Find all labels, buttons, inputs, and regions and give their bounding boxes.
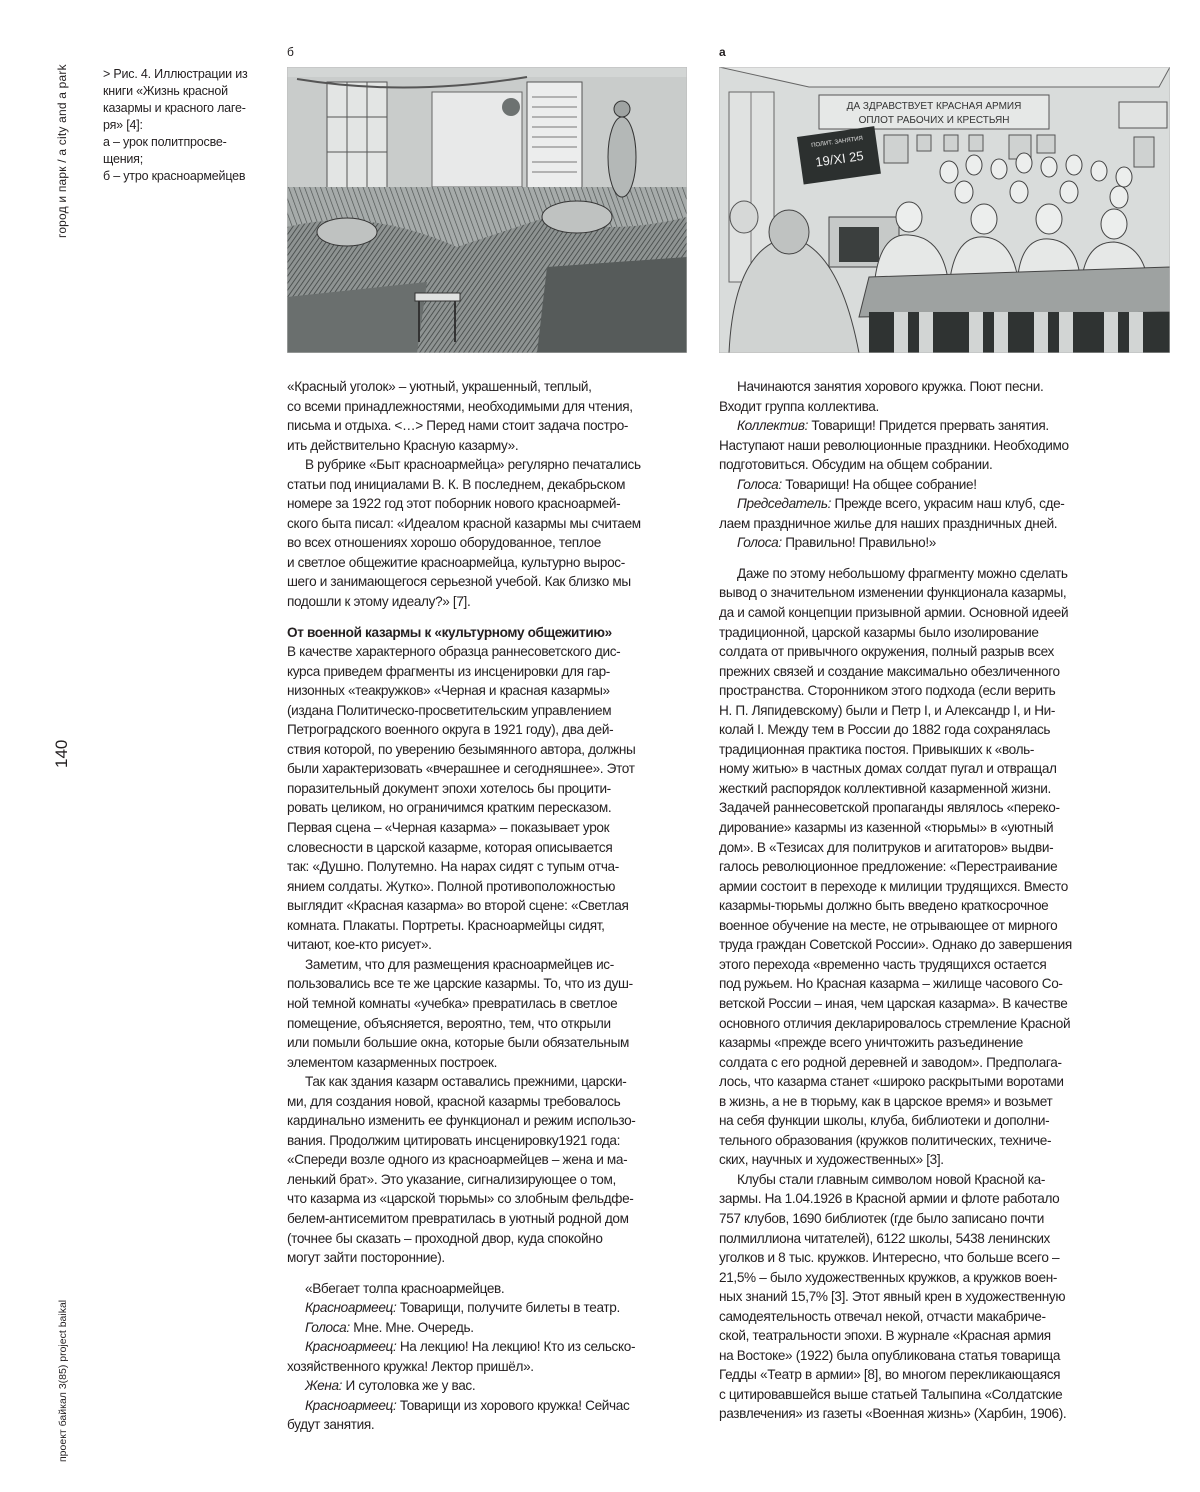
text-line: Даже по этому небольшому фрагменту можно сделать [737,565,1068,581]
section-heading: От военной казармы к «культурному общежитию» [287,624,612,640]
text-line: белем-антисемитом превратилась в уютный родной дом [287,1210,629,1226]
text-line: развлечения» из газеты «Военная жизнь» (Харбин, 1906). [719,1406,1067,1422]
article-right-column [719,377,1139,1424]
text-line: пространства. Сторонником этого подхода (если верить [719,683,1056,699]
text-line: Заметим, что для размещения красноармейцев ис- [305,956,614,972]
text-line: вания. Продолжим цитировать инсценировку1921 года: [287,1132,621,1148]
text-line: военное обучение на месте, не отрывающее от мирного [719,917,1058,933]
caption-line: б – утро красноармейцев [103,169,246,183]
page-number: 140 [52,739,71,768]
text-line [719,533,1139,553]
text-line: ровать целиком, но ограничимся кратким пересказом. [287,800,612,816]
text-line: подготовиться. Обсудим на общем собрании. [719,457,993,473]
speaker-line: Товарищи, получите билеты в театр. [396,1300,620,1316]
board-date: 19/XI 25 [814,148,865,170]
text-line: вывод о значительном изменении функционала казармы, [719,585,1067,601]
text-line: традиционная практика постоя. Привыкших к «воль- [719,741,1035,757]
speaker-line: Товарищи! Придется прервать занятия. [808,418,1049,434]
text-line: Начинаются занятия хорового кружка. Поют песни. [737,379,1044,394]
banner-line-1: ДА ЗДРАВСТВУЕТ КРАСНАЯ АРМИЯ [846,101,1022,112]
speaker-name: Жена: [305,1378,343,1394]
text-line: тельного образования (кружков политических, техниче- [719,1132,1052,1148]
speaker-line: Правильно! Правильно!» [781,535,937,551]
text-line: галось революционное предложение: «Перестраивание [719,859,1058,875]
text-line: или помыли большие окна, которые были обязательным [287,1035,630,1051]
text-line: дирование» казармы из казенной «тюрьмы» в «уютный [719,820,1054,836]
text-line: казармы «прежде всего уничтожить разъединение [719,1035,1023,1051]
text-line: пользовались все те же царские казармы. То, что из душ- [287,976,633,992]
text-line: что казарма из «царской тюрьмы» со злобным фельдфе- [287,1191,634,1207]
figure-b-label: б [287,45,294,59]
text-line: читают, кое-кто рисует». [287,937,432,953]
speaker-name: Коллектив: [737,418,808,434]
text-line: на себя функции школы, клуба, библиотеки и дополни- [719,1113,1050,1129]
text-line: хозяйственного кружка! Лектор пришёл». [287,1358,534,1374]
text-line: «Вбегает толпа красноармейцев. [305,1280,505,1296]
text-line: дом». В «Тезисах для политруков и агитаторов» выдви- [719,839,1054,855]
paragraph-gap [287,1268,707,1279]
figure-a-label: а [719,45,726,59]
text-line: «Спереди возле одного из красноармейцев – жена и ма- [287,1152,628,1168]
text-line: основного отличия декларировалось стремление Красной [719,1015,1071,1031]
text-line: в жизнь, а не в тюрьму, как в царское время» и возьмет [719,1093,1053,1109]
speaker-line: Товарищи! На общее собрание! [781,476,977,492]
text-line: курса приведем фрагменты из инсценировки для гар- [287,663,610,679]
journal-label: проект байкал 3(85) project baikal [57,1299,69,1462]
text-line: традиционной, царской казармы было изолирование [719,624,1039,640]
text-line: ной темной комнаты «учебка» превратилась в светлое [287,995,618,1011]
text-line: комната. Плакаты. Портреты. Красноармейцы сидят, [287,917,605,933]
text-line: могут зайти посторонние). [287,1250,445,1266]
text-line [719,475,1139,495]
text-line: колай I. Между тем в России до 1882 года сохранялась [719,722,1051,738]
text-line: номере за 1922 год этот поборник нового красноармей- [287,496,621,512]
speaker-name: Красноармеец: [305,1339,397,1355]
text-line: ского быта писал: «Идеалом красной казармы мы считаем [287,515,641,531]
speaker-line: Товарищи из хорового кружка! Сейчас [396,1397,630,1413]
text-line: будут занятия. [287,1417,375,1433]
text-line: ить действительно Красную казарму». [287,437,519,453]
speaker-name: Голоса: [737,476,782,492]
text-line: солдата от привычного окружения, полный разрыв всех [719,644,1055,660]
text-line: подошли к этому идеалу?» [7]. [287,594,471,610]
speaker-name: Голоса: [737,535,782,551]
text-line: «Красный уголок» – уютный, украшенный, теплый, [287,379,592,394]
caption-line: > Рис. 4. Иллюстрации из [103,67,248,81]
text-line: ми, для создания новой, красной казармы требовалось [287,1093,621,1109]
text-line: В рубрике «Быт красноармейца» регулярно печатались [305,457,641,473]
text-line: Так как здания казарм оставались прежними, царски- [305,1074,627,1090]
banner-line-2: ОПЛОТ РАБОЧИХ И КРЕСТЬЯН [858,115,1010,126]
text-line [287,1298,707,1318]
text-line: шего и занимающегося серьезной учебой. Как близко мы [287,574,631,590]
text-line: ствия которой, по уверению безымянного автора, должны [287,741,636,757]
text-line [719,494,1139,514]
text-line: Входит группа коллектива. [719,398,879,414]
text-line: труда граждан Советской России». Однако до завершения [719,937,1072,953]
text-line: армии состоит в переходе к милиции трудящихся. Вместо [719,878,1068,894]
speaker-name: Голоса: [305,1319,350,1335]
board-title: ПОЛИТ. ЗАНЯТИЯ [810,135,864,150]
section-label: город и парк / a city and a park [55,64,69,238]
speaker-line: И сутоловка же у вас. [342,1378,476,1394]
text-line: Н. П. Ляпидевскому) были и Петр I, и Александр I, и Ни- [719,702,1056,718]
figure-a-political-lesson [719,67,1170,353]
text-line: и светлое общежитие красноармейца, культурно вырос- [287,554,625,570]
text-line: солдата с его родной деревней и заводом». Предполага- [719,1054,1062,1070]
text-line: Первая сцена – «Черная казарма» – показывает урок [287,820,610,836]
caption-line: книги «Жизнь красной [103,84,228,98]
text-line: (точнее бы сказать – проходной двор, куда спокойно [287,1230,603,1246]
text-line: словесности в царской казарме, которая описывается [287,839,613,855]
text-line: самодеятельность отвечал некой, отчасти макабриче- [719,1308,1046,1324]
text-line: (издана Политическо-просветительским управлением [287,702,612,718]
text-line [719,416,1139,436]
text-line: ному житью» в частных домах солдат пугал и отвращал [719,761,1057,777]
text-line: уголков и 8 тыс. кружков. Интересно, что больше всего – [719,1250,1060,1266]
barracks-illustration [287,67,687,353]
caption-line: щения; [103,152,144,166]
text-line: полмиллиона читателей), 6122 школы, 5438 ленинских [719,1230,1051,1246]
caption-line: а – урок политпросве- [103,135,227,149]
text-line: на Востоке» (1922) была опубликована статья товарища [719,1347,1061,1363]
text-line: 21,5% – было художественных кружков, а кружков воен- [719,1269,1058,1285]
text-line: да и самой концепции призывной армии. Основной идеей [719,605,1069,621]
text-line: поразительный документ эпохи хотелось бы процити- [287,780,611,796]
speaker-line: Прежде всего, украсим наш клуб, сде- [831,496,1065,512]
text-line: помещение, объясняется, вероятно, тем, что открыли [287,1015,611,1031]
text-line: ских, научных и художественных» [3]. [719,1152,944,1168]
caption-line: ря» [4]: [103,118,143,132]
text-line [287,1376,707,1396]
text-line: Наступают наши революционные праздники. Необходимо [719,437,1069,453]
text-line: так: «Душно. Полутемно. На нарах сидят с тупым отча- [287,859,619,875]
text-line: янием солдаты. Жутко». Полной противоположностью [287,878,616,894]
text-line: Гедды «Театр в армии» [8], во многом перекликающаяся [719,1367,1061,1383]
text-line: кардинально изменить ее функционал и режим использо- [287,1113,636,1129]
text-line: ленький брат». Это указание, сигнализирующее о том, [287,1171,616,1187]
speaker-name: Красноармеец: [305,1397,397,1413]
text-line: этого перехода «временно часть трудящихся остается [719,956,1047,972]
caption-line: казармы и красного лаге- [103,101,246,115]
text-line: статьи под инициалами В. К. В последнем, декабрьском [287,476,626,492]
paragraph-gap [719,553,1139,564]
text-line: лаем праздничное жилье для наших праздничных дней. [719,515,1058,531]
text-line: Петроградского военного округа в 1921 году), два дей- [287,722,614,738]
text-line: 757 клубов, 1690 библиотек (где было записано почти [719,1210,1045,1226]
text-line: во всех отношениях хорошо оборудованное, теплое [287,535,601,551]
text-line: письма и отдыха. <…> Перед нами стоит задача постро- [287,418,629,434]
figure-b-barracks-morning [287,67,687,353]
text-line: были характеризовать «вчерашнее и сегодняшнее». Этот [287,761,635,777]
text-line: жесткий распорядок коллективной казарменной жизни. [719,780,1051,796]
text-line: под ружьем. Но Красная казарма – жилище часового Со- [719,976,1063,992]
text-line [287,1396,707,1416]
text-line: ных знаний 15,7% [3]. Этот явный крен в художественную [719,1289,1066,1305]
article-left-column [287,377,707,1435]
text-line: ской, театральности эпохи. В журнале «Красная армия [719,1328,1051,1344]
text-line: прежних связей и создание максимально обезличенного [719,663,1060,679]
text-line: В качестве характерного образца раннесоветского дис- [287,644,621,660]
speaker-line: Мне. Мне. Очередь. [349,1319,474,1335]
text-line: Задачей раннесоветской пропаганды являлось «переко- [719,800,1060,816]
text-line [287,1337,707,1357]
classroom-illustration [719,67,1170,353]
text-line: зармы. На 1.04.1926 в Красной армии и флоте работало [719,1191,1060,1207]
paragraph-gap [287,612,707,623]
text-line: низонных «теакружков» «Черная и красная казармы» [287,683,610,699]
text-line: с цитировавшейся выше статьей Талыпина «Солдатские [719,1386,1063,1402]
text-line: лось, что казарма станет «широко раскрытыми воротами [719,1074,1064,1090]
text-line: Клубы стали главным символом новой Красной ка- [737,1171,1046,1187]
text-line: выглядит «Красная казарма» во второй сцене: «Светлая [287,898,629,914]
text-line: ветской России – иная, чем царская казарма». В качестве [719,995,1068,1011]
text-line: казармы-тюрьмы должно быть введено краткосрочное [719,898,1049,914]
text-line: со всеми принадлежностями, необходимыми для чтения, [287,398,633,414]
speaker-name: Председатель: [737,496,832,512]
figure-caption [103,66,263,185]
text-line [287,1318,707,1338]
speaker-name: Красноармеец: [305,1300,397,1316]
speaker-line: На лекцию! На лекцию! Кто из сельско- [396,1339,636,1355]
text-line: элементом казарменных построек. [287,1054,498,1070]
